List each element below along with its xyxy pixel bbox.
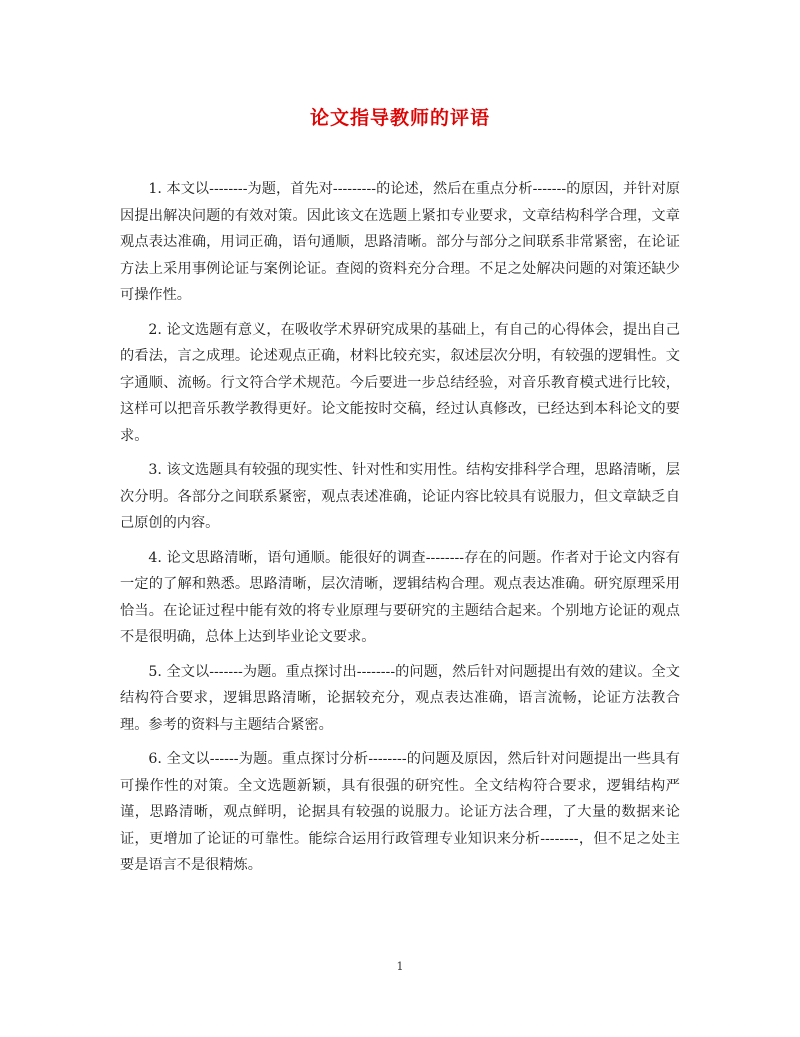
comment-paragraph-2: 2. 论文选题有意义，在吸收学术界研究成果的基础上，有自己的心得体会，提出自己的看法，言之成理。论述观点正确，材料比较充实，叙述层次分明，有较强的逻辑性。文字通顺、流畅。行文符合学术规范。今后要进一步总结经验，对音乐教育模式进行比较，这样可以把音乐教学教得更好。论文能按时交稿，经过认真修改，已经达到本科论文的要求。 (120, 321, 680, 444)
document-body (120, 176, 680, 887)
page-number: 1 (396, 960, 404, 973)
comment-paragraph-5: 5. 全文以-------为题。重点探讨出--------的问题，然后针对问题提出有效的建议。全文结构符合要求，逻辑思路清晰，论据较充分，观点表达准确，语言流畅，论证方法教合理。参考的资料与主题结合紧密。 (120, 663, 680, 733)
comment-paragraph-6: 6. 全文以------为题。重点探讨分析--------的问题及原因，然后针对问题提出一些具有可操作性的对策。全文选题新颖，具有很强的研究性。全文结构符合要求，逻辑结构严谨，思路清晰，观点鲜明，论据具有较强的说服力。论证方法合理，了大量的数据来论证，更增加了论证的可靠性。能综合运用行政管理专业知识来分析--------，但不足之处主要是语言不是很精炼。 (120, 751, 680, 873)
comment-paragraph-4: 4. 论文思路清晰，语句通顺。能很好的调查--------存在的问题。作者对于论文内容有一定的了解和熟悉。思路清晰，层次清晰，逻辑结构合理。观点表达准确。研究原理采用恰当。在论证过程中能有效的将专业原理与要研究的主题结合起来。个别地方论证的观点不是很明确，总体上达到毕业论文要求。 (120, 549, 680, 645)
comment-paragraph-3: 3. 该文选题具有较强的现实性、针对性和实用性。结构安排科学合理，思路清晰，层次分明。各部分之间联系紧密，观点表述准确，论证内容比较具有说服力，但文章缺乏自己原创的内容。 (120, 462, 680, 531)
comment-paragraph-1: 1. 本文以--------为题，首先对---------的论述，然后在重点分析-------的原因，并针对原因提出解决问题的有效对策。因此该文在选题上紧扣专业要求，文章结构科学合理，文章观点表达准确，用词正确，语句通顺，思路清晰。部分与部分之间联系非常紧密，在论证方法上采用事例论证与案例论证。查阅的资料充分合理。不足之处解决问题的对策还缺少可操作性。 (120, 181, 680, 303)
document-title: 论文指导教师的评语 (309, 107, 490, 129)
